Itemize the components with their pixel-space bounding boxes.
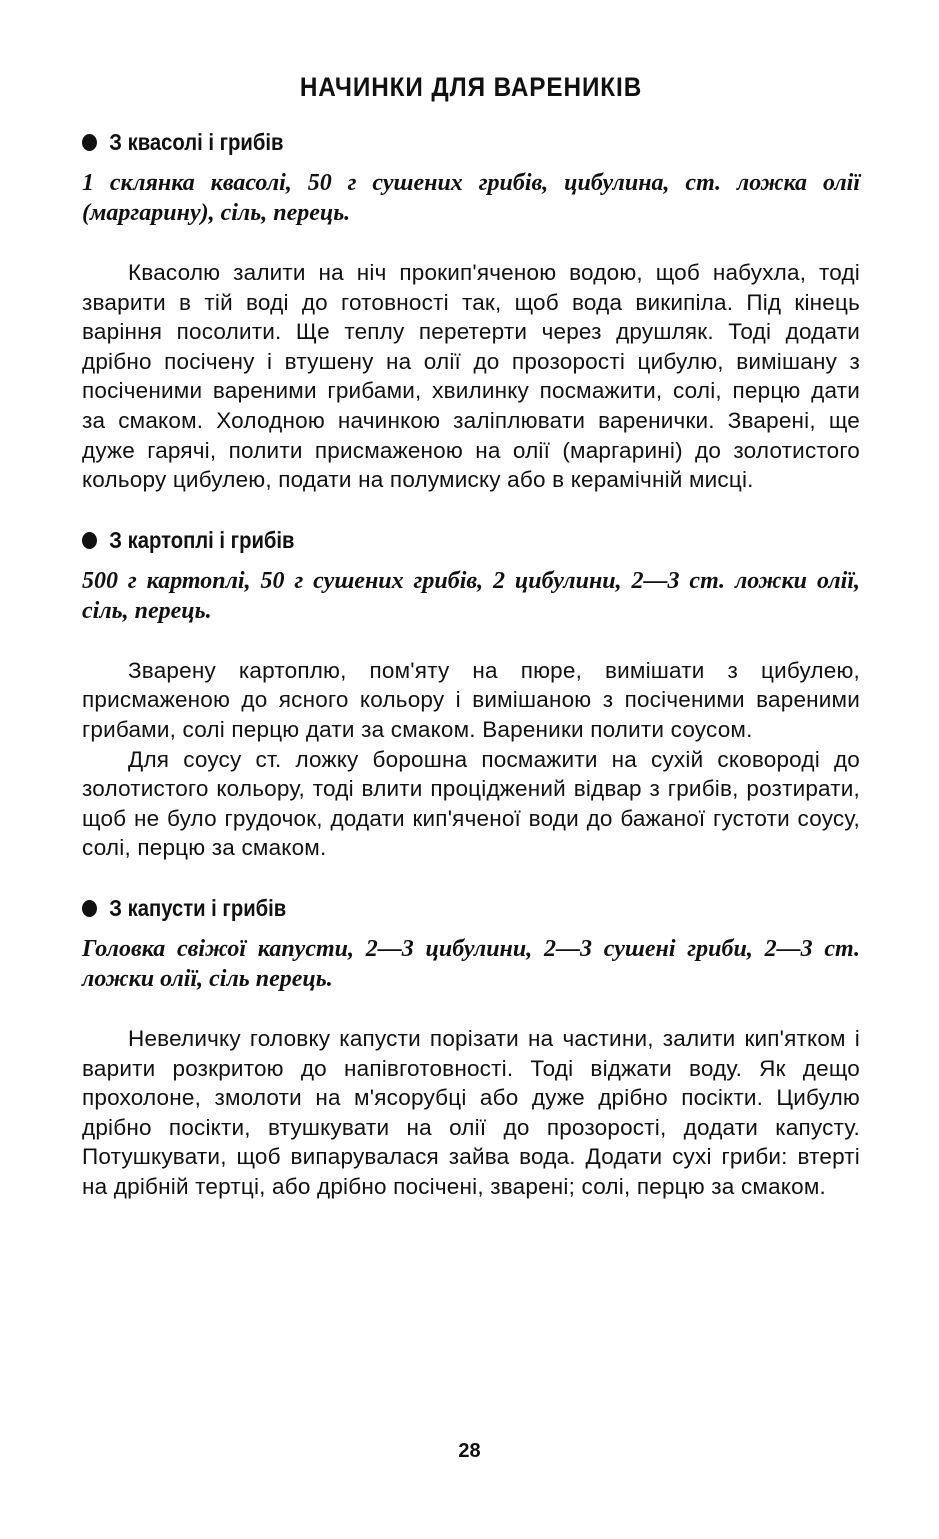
ingredients-list: 500 г картоплі, 50 г сушених грибів, 2 цибулини, 2—3 ст. ложки олії, сіль, перець. (82, 567, 860, 624)
section-heading (82, 527, 767, 554)
ingredients-list: 1 склянка квасолі, 50 г сушених грибів, цибулина, ст. ложка олії (маргарину), сіль, перець. (82, 170, 860, 226)
section-beans-mushrooms (82, 129, 860, 495)
section-heading-text: З картоплі і грибів (109, 526, 295, 553)
recipe-paragraph: Квасолю залити на ніч прокип'яченою водою, щоб набухла, тоді зварити в тій воді до готовності так, щоб вода википіла. Під кінець варіння посолити. Ще теплу перетерти через друшляк. Тоді додати дрібно посічену і втушену на олії до прозорості цибулю, вимішану з посіченими вареними грибами, хвилинку посмажити, солі, перцю дати за смаком. Холодною начинкою заліплювати варенички. Зварені, ще дуже гарячі, полити присмаженою на олії (маргарині) до золотистого кольору цибулею, подати на полумиску або в керамічній мисці. (82, 260, 860, 493)
page-number: 28 (458, 1440, 481, 1462)
bullet-icon (82, 532, 97, 549)
ingredients-list: Головка свіжої капусти, 2—3 цибулини, 2—3 сушені гриби, 2—3 ст. ложки олії, сіль перець. (82, 935, 860, 992)
section-heading-text: З квасолі і грибів (109, 129, 284, 155)
page-content (82, 62, 860, 1233)
section-heading (82, 895, 767, 922)
section-heading-text: З капусти і грибів (109, 894, 287, 921)
section-heading (82, 129, 767, 156)
bullet-icon (82, 900, 97, 917)
section-potato-mushrooms (82, 527, 860, 863)
page-title: НАЧИНКИ ДЛЯ ВАРЕНИКІВ (299, 72, 643, 102)
recipe-paragraph: Для соусу ст. ложку борошна посмажити на сухій сковороді до золотистого кольору, тоді влити проціджений відвар з грибів, розтирати, щоб не було грудочок, додати кип'яченої води до бажаної густоти соусу, солі, перцю за смаком. (82, 746, 860, 861)
recipe-paragraph: Невеличку головку капусти порізати на частини, залити кип'ятком і варити розкритою до напівготовності. Тоді віджати воду. Як дещо прохолоне, змолоти на м'ясорубці або дуже дрібно посікти. Цибулю дрібно посікти, втушкувати на олії до прозорості, додати капусту. Потушкувати, щоб випарувалася зайва вода. Додати сухі гриби: втерті на дрібній тертці, або дрібно посічені, зварені; солі, перцю за смаком. (82, 1025, 860, 1199)
recipe-paragraph: Зварену картоплю, пом'яту на пюре, вимішати з цибулею, присмаженою до ясного кольору і вимішаною з посіченими вареними грибами, солі перцю дати за смаком. Вареники полити соусом. (82, 657, 860, 742)
bullet-icon (82, 134, 97, 151)
section-cabbage-mushrooms (82, 895, 860, 1202)
